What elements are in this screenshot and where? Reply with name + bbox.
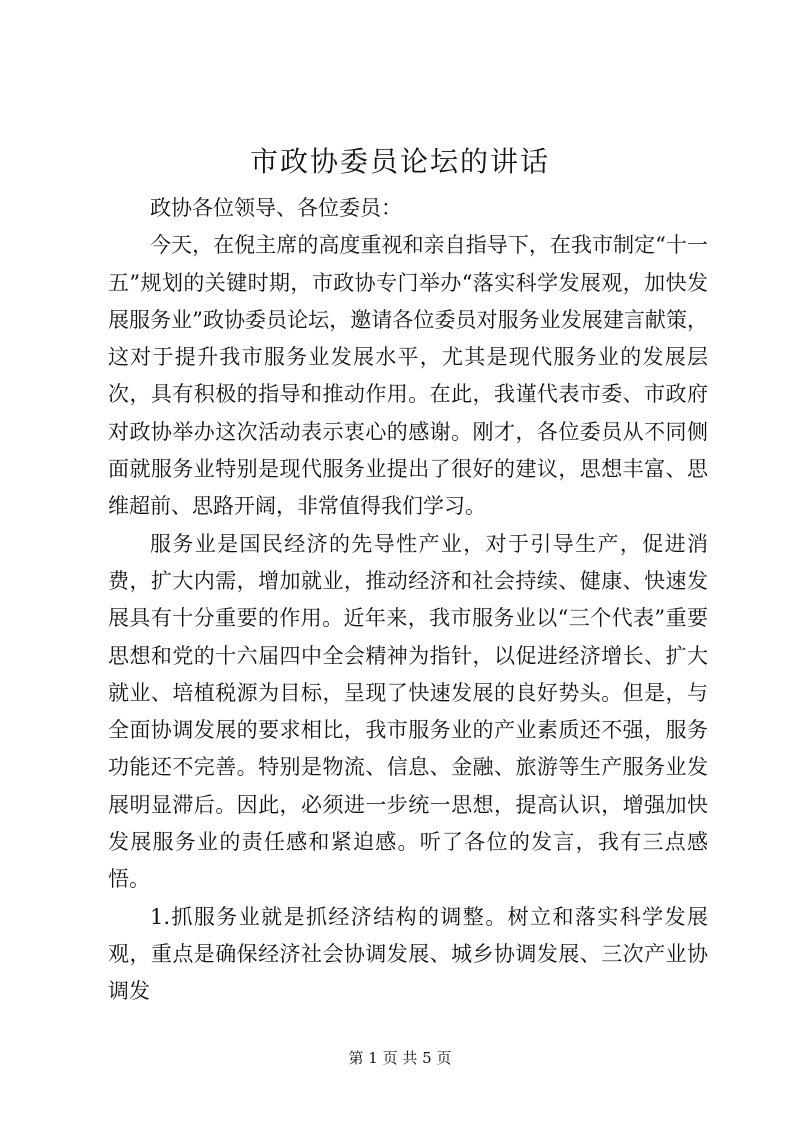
document-title: 市政协委员论坛的讲话 <box>249 145 550 178</box>
document-body <box>108 190 708 1011</box>
page-footer: 第 1 页 共 5 页 <box>348 1049 452 1067</box>
paragraph-3: 1.抓服务业就是抓经济结构的调整。树立和落实科学发展观，重点是确保经济社会协调发展、城乡协调发展、三次产业协调发 <box>108 904 708 1004</box>
salutation: 政协各位领导、各位委员： <box>150 196 402 220</box>
paragraph-1: 今天，在倪主席的高度重视和亲自指导下，在我市制定“十一五”规划的关键时期，市政协专门举办“落实科学发展观，加快发展服务业”政协委员论坛，邀请各位委员对服务业发展建言献策，这对于提升我市服务业发展水平，尤其是现代服务业的发展层次，具有积极的指导和推动作用。在此，我谨代表市委、市政府对政协举办这次活动表示衷心的感谢。刚才，各位委员从不同侧面就服务业特别是现代服务业提出了很好的建议，思想丰富、思维超前、思路开阔，非常值得我们学习。 <box>108 233 708 519</box>
paragraph-2: 服务业是国民经济的先导性产业，对于引导生产，促进消费，扩大内需，增加就业，推动经济和社会持续、健康、快速发展具有十分重要的作用。近年来，我市服务业以“三个代表”重要思想和党的十六届四中全会精神为指针，以促进经济增长、扩大就业、培植税源为目标，呈现了快速发展的良好势头。但是，与全面协调发展的要求相比，我市服务业的产业素质还不强，服务功能还不完善。特别是物流、信息、金融、旅游等生产服务业发展明显滞后。因此，必须进一步统一思想，提高认识，增强加快发展服务业的责任感和紧迫感。听了各位的发言，我有三点感悟。 <box>108 531 708 892</box>
